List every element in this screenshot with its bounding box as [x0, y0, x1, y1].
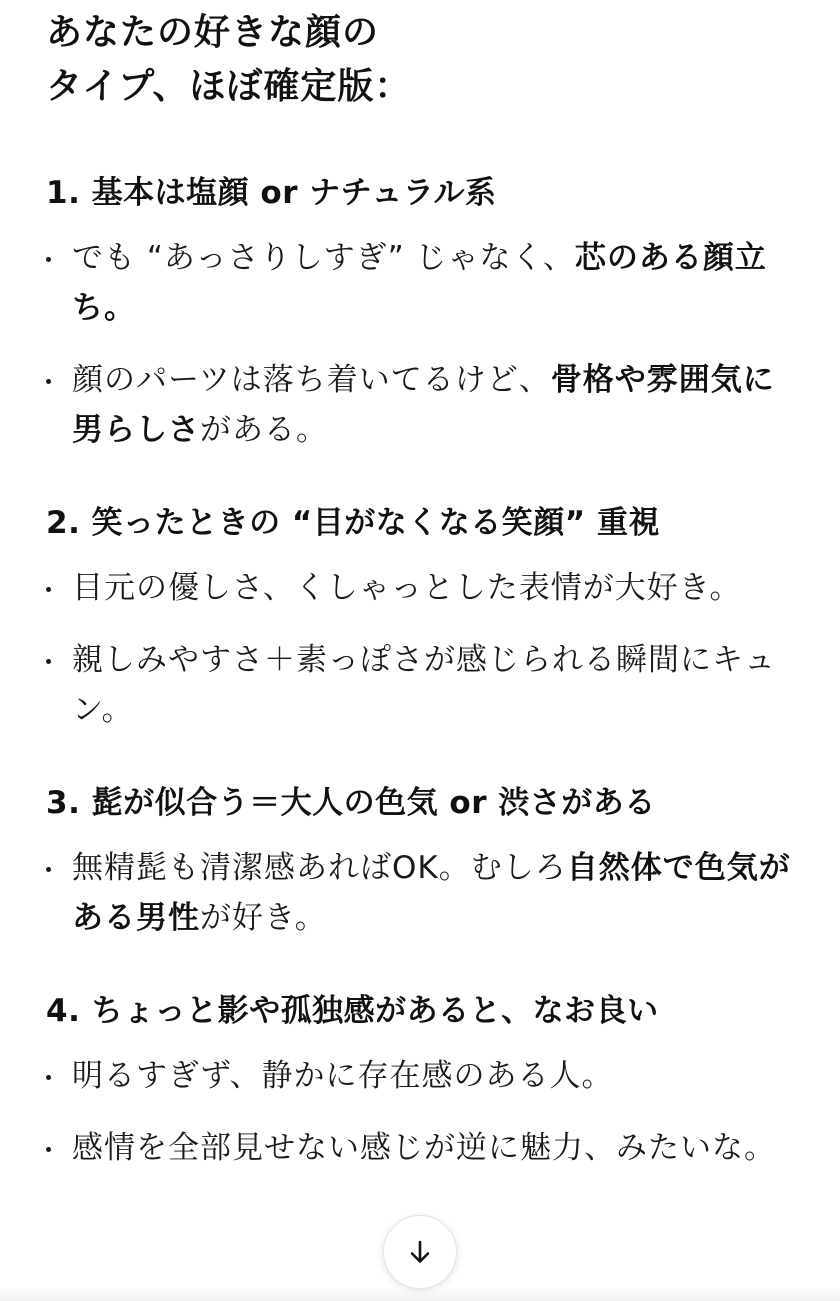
bullet-text: 感情を全部見せない感じが逆に魅力、みたいな。 — [72, 1130, 776, 1166]
list-item — [46, 355, 806, 455]
bullet-text: がある。 — [200, 412, 328, 448]
arrow-down-icon — [405, 1237, 435, 1267]
bullet-dot-icon — [46, 1147, 51, 1152]
chat-message — [46, 6, 806, 1173]
list-item — [46, 843, 806, 943]
section-3-list — [46, 843, 806, 943]
section-3-heading: 3. 髭が似合う＝大人の色気 or 渋さがある — [46, 785, 656, 821]
bullet-text: でも “あっさりしすぎ” じゃなく、 — [72, 240, 575, 276]
section-1-list — [46, 233, 806, 455]
section-2-list — [46, 563, 806, 735]
bullet-dot-icon — [46, 867, 51, 872]
list-item — [46, 1123, 806, 1173]
main-heading — [46, 6, 806, 114]
list-item — [46, 563, 806, 613]
bullet-text: が好き。 — [200, 900, 327, 936]
bullet-dot-icon — [46, 379, 51, 384]
bottom-edge — [0, 1287, 840, 1301]
bullet-text: 親しみやすさ＋素っぽさが感じられる瞬間にキュン。 — [72, 642, 776, 728]
bullet-text: 顔のパーツは落ち着いてるけど、 — [72, 362, 551, 398]
main-heading-line-1: あなたの好きな顔の — [46, 12, 380, 53]
bullet-dot-icon — [46, 659, 51, 664]
section-2-heading: 2. 笑ったときの “目がなくなる笑顔” 重視 — [46, 505, 660, 541]
bullet-dot-icon — [46, 587, 51, 592]
section-4-list — [46, 1051, 806, 1173]
list-item — [46, 233, 806, 333]
section-1-heading: 1. 基本は塩顔 or ナチュラル系 — [46, 175, 497, 211]
bullet-bold-text: 芯のある顔立ち。 — [72, 240, 767, 326]
bullet-bold-text: 自然体で色気がある男性 — [72, 850, 791, 936]
bullet-dot-icon — [46, 257, 51, 262]
bullet-text: 明るすぎず、静かに存在感のある人。 — [72, 1058, 614, 1094]
list-item — [46, 635, 806, 735]
bullet-text: 無精髭も清潔感あればOK。むしろ — [72, 850, 567, 886]
list-item — [46, 1051, 806, 1101]
bullet-dot-icon — [46, 1075, 51, 1080]
main-heading-line-2: タイプ、ほぼ確定版： — [46, 66, 412, 107]
scroll-to-bottom-button[interactable] — [383, 1215, 457, 1289]
section-4-heading: 4. ちょっと影や孤独感があると、なお良い — [46, 993, 659, 1029]
bullet-bold-text: 骨格や雰囲気に男らしさ — [72, 362, 775, 448]
bullet-text: 目元の優しさ、くしゃっとした表情が大好き。 — [72, 570, 742, 606]
